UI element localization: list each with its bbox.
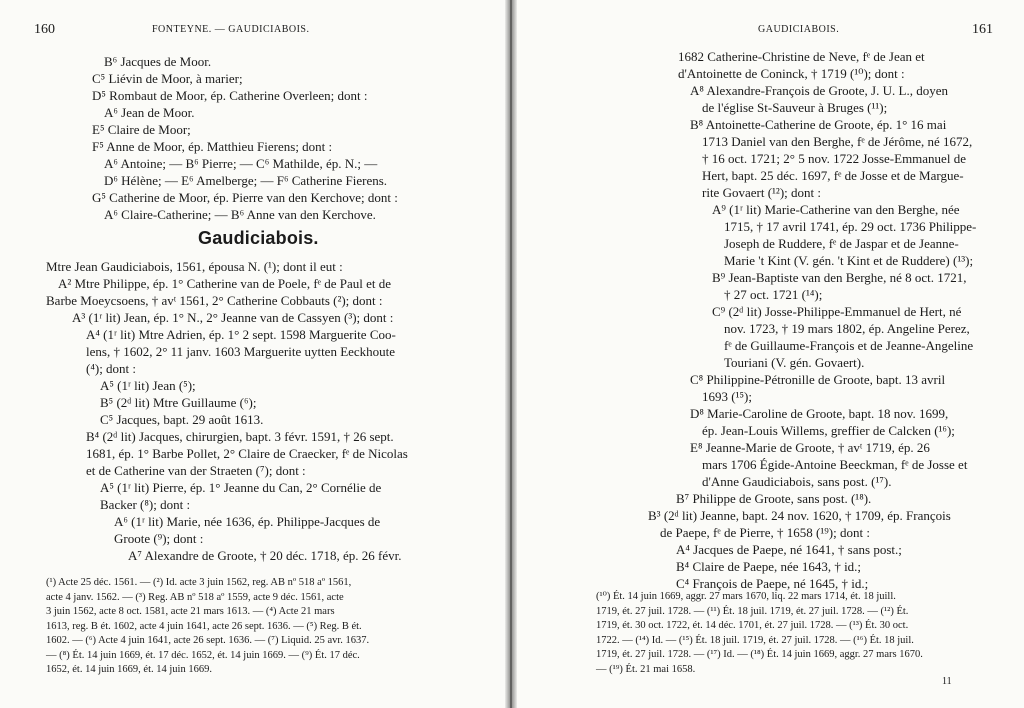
text-line: lens, † 1602, 2° 11 janv. 1603 Marguerite uytten Eeckhoute xyxy=(86,344,396,359)
text-line: B⁹ Jean-Baptiste van den Berghe, né 8 oct. 1721, xyxy=(712,270,967,285)
text-line: A² Mtre Philippe, ép. 1° Catherine van de Poele, fᵉ de Paul et de xyxy=(58,276,392,291)
text-line: F⁵ Anne de Moor, ép. Matthieu Fierens; dont : xyxy=(92,139,333,154)
text-line: A⁶ Jean de Moor. xyxy=(104,105,195,120)
text-line: d'Anne Gaudiciabois, sans post. (¹⁷). xyxy=(702,474,892,489)
signature-mark: 11 xyxy=(942,676,952,687)
text-line: A⁵ (1ʳ lit) Jean (⁵); xyxy=(100,378,196,393)
text-line: D⁵ Rombaut de Moor, ép. Catherine Overleen; dont : xyxy=(92,88,368,103)
footnote-line: 1613, reg. B ét. 1602, acte 4 juin 1641, acte 26 sept. 1636. — (⁵) Reg. B ét. xyxy=(46,620,362,632)
text-line: Mtre Jean Gaudiciabois, 1561, épousa N. (¹); dont il eut : xyxy=(46,259,343,274)
footnote-line: acte 4 janv. 1562. — (³) Reg. AB nº 518 aº 1559, acte 9 déc. 1561, acte xyxy=(46,591,344,603)
text-line: A⁹ (1ʳ lit) Marie-Catherine van den Berghe, née xyxy=(712,202,960,217)
text-line: † 27 oct. 1721 (¹⁴); xyxy=(724,287,823,302)
text-line: B⁸ Antoinette-Catherine de Groote, ép. 1° 16 mai xyxy=(690,117,947,132)
text-line: Barbe Moeycsoens, † avᵗ 1561, 2° Catherine Cobbauts (²); dont : xyxy=(46,293,383,308)
text-line: de Paepe, fᵉ de Pierre, † 1658 (¹⁹); dont : xyxy=(660,525,870,540)
text-line: 1693 (¹⁵); xyxy=(702,389,752,404)
left-running-head: FONTEYNE. — GAUDICIABOIS. xyxy=(152,24,310,35)
text-line: rite Govaert (¹²); dont : xyxy=(702,185,821,200)
text-line: 1681, ép. 1° Barbe Pollet, 2° Claire de Craecker, fᵉ de Nicolas xyxy=(86,446,408,461)
footnote-line: 1652, ét. 14 juin 1669, ét. 14 juin 1669. xyxy=(46,664,212,675)
footnote-line: 1719, ét. 27 juil. 1728. — (¹¹) Ét. 18 juil. 1719, ét. 27 juil. 1728. — (¹²) Ét. xyxy=(596,605,909,617)
text-line: (⁴); dont : xyxy=(86,361,137,376)
text-line: B⁷ Philippe de Groote, sans post. (¹⁸). xyxy=(676,491,872,506)
text-line: Joseph de Ruddere, fᵉ de Jaspar et de Jeanne- xyxy=(724,236,959,251)
text-line: C⁵ Liévin de Moor, à marier; xyxy=(92,71,243,86)
text-line: A⁶ (1ʳ lit) Marie, née 1636, ép. Philippe-Jacques de xyxy=(114,514,381,529)
right-page xyxy=(516,0,1024,708)
footnote-line: — (¹⁹) Ét. 21 mai 1658. xyxy=(596,663,696,675)
footnote-line: — (⁸) Ét. 14 juin 1669, ét. 17 déc. 1652, ét. 14 juin 1669. — (⁹) Ét. 17 déc. xyxy=(46,649,360,661)
left-footnotes xyxy=(46,576,369,678)
text-line: de l'église St-Sauveur à Bruges (¹¹); xyxy=(702,100,888,115)
text-line: C⁵ Jacques, bapt. 29 août 1613. xyxy=(100,412,264,427)
text-line: B⁵ (2ᵈ lit) Mtre Guillaume (⁶); xyxy=(100,395,257,410)
right-page-number: 161 xyxy=(972,22,993,37)
footnote-line: 1719, ét. 27 juil. 1728. — (¹⁷) Id. — (¹⁸) Ét. 14 juin 1669, aggr. 27 mars 1670. xyxy=(596,649,923,660)
text-line: A⁶ Antoine; — B⁶ Pierre; — C⁶ Mathilde, ép. N.; — xyxy=(104,156,378,171)
text-line: B⁶ Jacques de Moor. xyxy=(104,54,212,69)
text-line: B³ (2ᵈ lit) Jeanne, bapt. 24 nov. 1620, † 1709, ép. François xyxy=(648,508,951,523)
text-line: C⁹ (2ᵈ lit) Josse-Philippe-Emmanuel de Hert, né xyxy=(712,304,962,319)
text-line: A⁴ (1ʳ lit) Mtre Adrien, ép. 1° 2 sept. 1598 Marguerite Coo- xyxy=(86,327,396,342)
text-line: et de Catherine van der Straeten (⁷); dont : xyxy=(86,463,306,478)
text-line: D⁶ Hélène; — E⁶ Amelberge; — F⁶ Catherine Fierens. xyxy=(104,173,388,188)
text-line: 1682 Catherine-Christine de Neve, fᵉ de Jean et xyxy=(678,49,925,64)
text-line: E⁵ Claire de Moor; xyxy=(92,122,191,137)
text-line: B⁴ (2ᵈ lit) Jacques, chirurgien, bapt. 3 févr. 1591, † 26 sept. xyxy=(86,429,394,444)
text-line: A⁷ Alexandre de Groote, † 20 déc. 1718, ép. 26 févr. xyxy=(128,548,402,563)
left-top-block xyxy=(0,53,506,223)
footnote-line: 1602. — (⁶) Acte 4 juin 1641, acte 26 sept. 1636. — (⁷) Liquid. 25 avr. 1637. xyxy=(46,635,370,646)
text-line: 1713 Daniel van den Berghe, fᵉ de Jérôme, né 1672, xyxy=(702,134,973,149)
right-main-block xyxy=(516,48,1024,592)
text-line: C⁸ Philippine-Pétronille de Groote, bapt. 13 avril xyxy=(690,372,946,387)
text-line: A⁵ (1ʳ lit) Pierre, ép. 1° Jeanne du Can, 2° Cornélie de xyxy=(100,480,382,495)
left-page xyxy=(0,0,506,708)
text-line: C⁴ François de Paepe, né 1645, † id.; xyxy=(676,576,869,591)
text-line: Marie 't Kint (V. gén. 't Kint et de Ruddere) (¹³); xyxy=(724,253,974,268)
section-title: Gaudiciabois. xyxy=(198,228,319,248)
text-line: fᵉ de Guillaume-François et de Jeanne-Angeline xyxy=(724,338,974,353)
text-line: 1715, † 17 avril 1741, ép. 29 oct. 1736 Philippe- xyxy=(724,219,977,234)
text-line: A⁴ Jacques de Paepe, né 1641, † sans post.; xyxy=(676,542,902,557)
text-line: mars 1706 Égide-Antoine Beeckman, fᵉ de Josse et xyxy=(702,457,968,472)
text-line: G⁵ Catherine de Moor, ép. Pierre van den Kerchove; dont : xyxy=(92,190,398,205)
text-line: E⁸ Jeanne-Marie de Groote, † avᵗ 1719, ép. 26 xyxy=(690,440,930,455)
text-line: B⁴ Claire de Paepe, née 1643, † id.; xyxy=(676,559,862,574)
text-line: Groote (⁹); dont : xyxy=(114,531,204,546)
text-line: Backer (⁸); dont : xyxy=(100,497,191,512)
text-line: nov. 1723, † 19 mars 1802, ép. Angeline Perez, xyxy=(724,321,970,336)
footnote-line: 1722. — (¹⁴) Id. — (¹⁵) Ét. 18 juil. 1719, ét. 27 juil. 1728. — (¹⁶) Ét. 18 juil. xyxy=(596,634,914,646)
text-line: A⁶ Claire-Catherine; — B⁶ Anne van den Kerchove. xyxy=(104,207,376,222)
text-line: Touriani (V. gén. Govaert). xyxy=(724,355,865,370)
text-line: ép. Jean-Louis Willems, greffier de Calcken (¹⁶); xyxy=(702,423,955,438)
left-main-block xyxy=(0,258,506,564)
footnote-line: 3 juin 1562, acte 8 oct. 1581, acte 21 mars 1613. — (⁴) Acte 21 mars xyxy=(46,606,335,617)
text-line: Hert, bapt. 25 déc. 1697, fᵉ de Josse et de Margue- xyxy=(702,168,964,183)
text-line: † 16 oct. 1721; 2° 5 nov. 1722 Josse-Emmanuel de xyxy=(702,151,966,166)
footnote-line: (¹) Acte 25 déc. 1561. — (²) Id. acte 3 juin 1562, reg. AB nº 518 aº 1561, xyxy=(46,577,352,588)
left-page-number: 160 xyxy=(34,22,55,37)
footnote-line: 1719, ét. 30 oct. 1722, ét. 14 déc. 1701, ét. 27 juil. 1728. — (¹³) Ét. 30 oct. xyxy=(596,620,909,631)
footnote-line: (¹⁰) Ét. 14 juin 1669, aggr. 27 mars 1670, liq. 22 mars 1714, ét. 18 juill. xyxy=(596,591,896,602)
right-footnotes xyxy=(596,590,923,677)
right-running-head: GAUDICIABOIS. xyxy=(758,24,840,35)
text-line: d'Antoinette de Coninck, † 1719 (¹⁰); dont : xyxy=(678,66,905,81)
text-line: D⁸ Marie-Caroline de Groote, bapt. 18 nov. 1699, xyxy=(690,406,949,421)
text-line: A⁸ Alexandre-François de Groote, J. U. L., doyen xyxy=(690,83,948,98)
text-line: A³ (1ʳ lit) Jean, ép. 1° N., 2° Jeanne van de Cassyen (³); dont : xyxy=(72,310,394,325)
